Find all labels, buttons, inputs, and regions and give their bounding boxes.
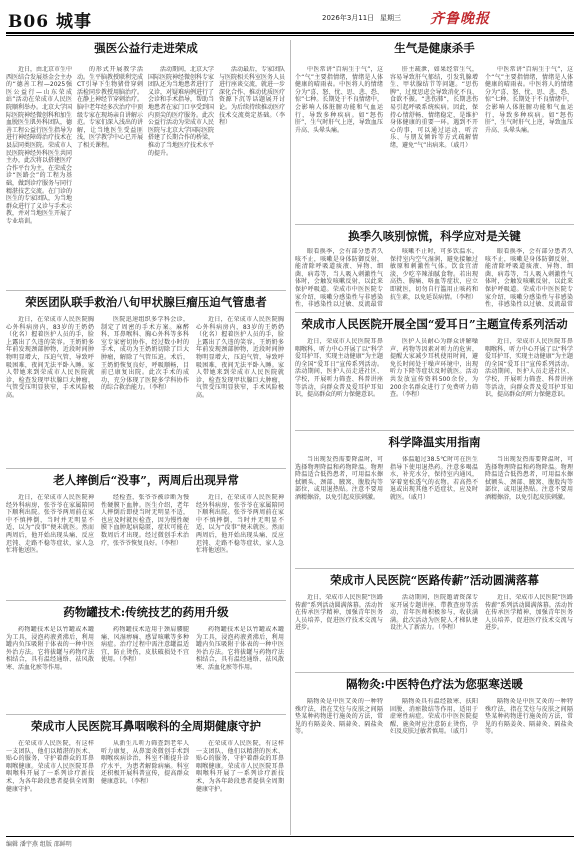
article-column: 当出现发热需要降温时，可选择物理降温和药物降温。物理降温适合低热患者，可用温水擦拭额头、颈部、腋窝、腹股沟等部位，或用退热贴。注意不要用酒精擦浴，以免引起皮肤刺激。 <box>485 456 573 501</box>
article-column: 活动最后，专家团队与医院相关科室医务人员进行座谈交流，就进一步深化合作、推动优质医疗资源下沉等话题展开讨论。为后续持续推动医疗技术交流奠定基础。（李程） <box>219 66 285 127</box>
article-column: 近日，荣成市人民医院“医路传薪”系列活动圆满落幕。活动旨在传承医学精神，加强青年医务人员培养，促进医疗技术交流与进步。 <box>485 594 573 632</box>
page-footer: 编辑 潘宇燕 组版 邵鲜明 <box>6 841 72 848</box>
article-moxibustion[interactable] <box>295 676 574 834</box>
article-ent-care[interactable] <box>6 718 286 834</box>
article-title: 荣医团队联手救治八旬甲状腺巨瘤压迫气管患者 <box>25 295 267 309</box>
issue-date: 2026年3月11日 <box>322 14 375 22</box>
article-title: 荣成市人民医院耳鼻咽喉科的全周期健康守护 <box>31 719 261 733</box>
article-title: 换季久咳别惊慌，科学应对是关键 <box>348 229 521 243</box>
article-strong-medical-charity[interactable] <box>6 40 286 288</box>
article-title: 科学降温实用指南 <box>388 435 481 449</box>
article-ear-day[interactable] <box>295 316 574 428</box>
article-divider <box>295 672 574 673</box>
article-column: 体温超过38.5℃时可在医生指导下使用退热药。注意多喝温水，补充水分，保持室内通风，穿着宽松透气的衣物。若高热不退或出现其他不适症状，应及时就医。（戚月） <box>390 456 478 501</box>
article-title: 药物罐技术:传统技艺的药用升级 <box>63 605 229 619</box>
article-divider <box>6 468 286 469</box>
article-cooling-guide[interactable] <box>295 434 574 566</box>
article-thyroid-tumor[interactable] <box>6 294 286 466</box>
article-medicine-cupping[interactable] <box>6 604 286 712</box>
article-divider <box>295 224 574 225</box>
article-column: 隔物灸是中医艾灸的一种特殊疗法，指在艾炷与皮肤之间隔垫某种药物进行施灸的方法，常见的有隔姜灸、隔蒜灸、隔盐灸等。 <box>295 698 383 736</box>
article-title: 生气是健康杀手 <box>394 41 475 55</box>
article-divider <box>295 430 574 431</box>
header-rule-thin <box>6 35 574 36</box>
section-title: B06 城事 <box>8 12 92 32</box>
article-column: 近日，在荣成市人民医院神经外科病房，张爷爷在家属陪同下顺利出院。张爷爷两周前在家中不慎摔倒，当时并无明显不适，以为“没事”便未就医。然而两周后，他开始出现头痛、反应迟钝、走路不稳等症状，家人急忙将他送医。 <box>196 494 284 555</box>
article-column: 近日，在荣成市人民医院神经外科病房，张爷爷在家属陪同下顺利出院。张爷爷两周前在家中不慎摔倒，当时并无明显不适，以为“没事”便未就医。然而两周后，他开始出现头痛、反应迟钝、走路不稳等症状，家人急忙将他送医。 <box>6 494 94 555</box>
article-medical-heritage[interactable] <box>295 572 574 670</box>
article-column: 在荣成市人民医院，有这样一支团队，他们以精湛的医术、贴心的服务，守护着群众的耳鼻咽喉健康。荣成市人民医院耳鼻咽喉科开展了一系列诊疗新技术，为各年龄段患者提供全周期健康守护。 <box>6 740 94 793</box>
article-column: 活动期间，医院邀请资深专家开展专题讲座、带教查房等活动，青年医师积极参与，收获满满。此次活动为医院人才梯队建设注入了新活力。（李程） <box>390 594 478 632</box>
article-column: 隔物灸是中医艾灸的一种特殊疗法，指在艾炷与皮肤之间隔垫某种药物进行施灸的方法，常见的有隔姜灸、隔蒜灸、隔盐灸等。 <box>485 698 573 736</box>
article-column: 近日，在荣成市人民医院胸心外科病房内，83岁的王奶奶（化名）握着医护人员的手，脸上露出了久违的笑容。王奶奶多年前发现颈部肿物，近段时间肿物明显增大，压迫气管，导致呼吸困难，夜间无法平卧入睡。家人带她来到荣成市人民医院就诊，检查发现甲状腺巨大肿瘤，气管受压明显狭窄，手术风险极高。 <box>6 316 94 399</box>
article-seasonal-cough[interactable] <box>295 228 574 310</box>
article-column: 近日，荣成市人民医院耳鼻咽喉科、听力中心开展了以“科学爱耳护耳，实现主动健康”为主题的全国“爱耳日”宣传系列活动。活动期间，医护人员走进社区、学校，开展听力筛查、科普讲座等活动，向群众普及爱耳护耳知识，提高群众的听力保健意识。 <box>295 338 383 399</box>
article-divider <box>6 714 286 715</box>
article-column: 眼看换季，会有部分患者久咳不止，咳嗽是身体防御反射，能清除呼吸道痰液、异物、细菌、病毒等，当人吸入刺激性气体时，会触发咳嗽反射，以此来保护呼吸道。荣成市中医医院专家介绍，咳嗽分感染性与非感染性，非感染性以过敏、反流最常 <box>295 248 383 308</box>
article-divider <box>6 600 286 601</box>
article-column: 肝主疏泄，如果经常生气，容易导致肝气郁结，引发乳腺增生、甲状腺结节等问题。“思伤脾”，过度思虑会导致消化不良、食欲不振。“悲伤肺”，长期悲伤易引起呼吸系统疾病。因此，保持心情舒畅、情绪稳定，是维护身体健康的重要一环。遇到不开心的事，可以通过运动、听音乐、与朋友倾诉等方式疏解情绪，避免“气”出病来。（戚月） <box>390 66 478 149</box>
article-column: 中医常讲“百病生于气”，这个“气”主要指情绪，情绪是人体健康的晴雨表。中医将人的情绪分为“喜、怒、忧、思、悲、恐、惊”七种。长期处于不良情绪中，会影响人体脏腑功能和气血运行，导致多种疾病。如“怒伤肝”，生气时肝气上逆，导致血压升高、头晕头痛。 <box>295 66 383 134</box>
article-anger-health[interactable] <box>295 40 574 222</box>
article-column: 的形式开展教学活动。生平脑教授联利完成CT引导下生物猪骨穿刺活检同步教授用脑治疗。在静上神经节穿刺治疗。脑中老年经多次治疗中顶级专家在现场亲自讲解示范。专家们深入浅出的讲解，让当地医生受益匪浅，医学教学中心已开展了相关课程。 <box>77 66 143 149</box>
article-divider <box>295 568 574 569</box>
article-column: 医护人员耐心为群众讲解噪声、药物等因素对听力的危害，提醒大家减少耳机使用时间，避免长时间处于噪声环境中，出现听力下降等症状及时就医。活动共发放宣传资料500余份，为200余名群众进行了免费听力筛查。（李程） <box>390 338 478 399</box>
article-divider <box>6 290 286 291</box>
article-column: 药物罐技术是以竹罐或木罐为工具，浸泡药液煮沸后，利用罐内负压吸附于体表的一种中医外治方法。它将拔罐与药物疗法相结合，具有温经通络、祛风散寒、活血化瘀等作用。 <box>196 626 284 671</box>
article-column: 隔物灸具有温经散寒、扶阳固脱、消瘀散结等作用，适用于虚寒性病症。荣成市中医医院提醒，施灸时应注意防止烫伤，孕妇及皮肤过敏者慎用。（戚月） <box>390 698 478 736</box>
page-header <box>0 0 580 32</box>
header-rule <box>6 32 574 34</box>
column-divider <box>290 40 291 835</box>
article-column: 经检查，张爷爷被诊断为慢性硬膜下血肿。医生介绍，老年人摔倒后即使当时无明显不适，也应及时就医检查，因为慢性硬膜下血肿起病隐匿，症状可能在数周后才出现。经过微创手术治疗，张爷爷恢复良好。（李程） <box>101 494 189 547</box>
issue-weekday: 星期三 <box>380 14 401 22</box>
article-title: 老人摔倒后“没事”，两周后出现异常 <box>53 473 239 487</box>
article-column: 近日，由北京市生中西医结合发展基金会主办的“德善工程—2025强医公益行—山东荣成站”活动在荣成市人民医院顺利举办。北京大学国际医院神经微创科和加生血脱医生肌外科团队，德善工程公益行医生指导为进行神经障碍治疗技术在县层同类医院。荣成市人民医院神经外科医生共同主办，此次将以搭建医疗合作平台为主，在荣成会诊“医路会”的工程为基础，做到诊疗服务与同行精湛技艺交流。在门诊的医生的专家团队，为当地群众进行了义诊与手术示教，并对当地医生开展了专业培训。 <box>6 66 72 225</box>
article-column: 在荣成市人民医院，有这样一支团队，他们以精湛的医术、贴心的服务，守护着群众的耳鼻咽喉健康。荣成市人民医院耳鼻咽喉科开展了一系列诊疗新技术，为各年龄段患者提供全周期健康守护。 <box>196 740 284 793</box>
article-column: 近日，荣成市人民医院“医路传薪”系列活动圆满落幕。活动旨在传承医学精神，加强青年医务人员培养，促进医疗技术交流与进步。 <box>295 594 383 632</box>
article-elderly-fall[interactable] <box>6 472 286 598</box>
article-divider <box>295 312 574 313</box>
article-column: 咳嗽不止时，可多饮温水，保持室内空气湿润，避免接触过敏原和刺激性气体。饮食宜清淡，少吃辛辣油腻食物。若出现高热、胸痛、咯血等症状，应立即就医，切勿自行滥用止咳药和抗生素，以免延误病情。（李程） <box>390 248 478 301</box>
article-column: 近日，荣成市人民医院耳鼻咽喉科、听力中心开展了以“科学爱耳护耳，实现主动健康”为主题的全国“爱耳日”宣传系列活动。活动期间，医护人员走进社区、学校，开展听力筛查、科普讲座等活动，向群众普及爱耳护耳知识，提高群众的听力保健意识。 <box>485 338 573 399</box>
article-title: 强医公益行走进荣成 <box>94 41 198 55</box>
article-column: 从新生儿听力筛查到老年人听力康复，从鼻窦炎微创手术到咽喉疾病诊治，科室不断提升诊疗水平，为患者解除病痛。科室还积极开展科普宣传，提高群众健康意识。（李程） <box>101 740 189 785</box>
article-title: 隔物灸:中医特色疗法为您驱寒送暖 <box>346 677 523 691</box>
article-title: 荣成市人民医院开展全国“爱耳日”主题宣传系列活动 <box>301 317 568 331</box>
article-column: 中医常讲“百病生于气”，这个“气”主要指情绪，情绪是人体健康的晴雨表。中医将人的情绪分为“喜、怒、忧、思、悲、恐、惊”七种。长期处于不良情绪中，会影响人体脏腑功能和气血运行，导致多种疾病。如“怒伤肝”，生气时肝气上逆，导致血压升高、头晕头痛。 <box>485 66 573 134</box>
footer-rule <box>6 836 574 837</box>
newspaper-logo: 齐鲁晚报 <box>430 11 490 27</box>
article-column: 近日，在荣成市人民医院胸心外科病房内，83岁的王奶奶（化名）握着医护人员的手，脸上露出了久违的笑容。王奶奶多年前发现颈部肿物，近段时间肿物明显增大，压迫气管，导致呼吸困难，夜间无法平卧入睡。家人带她来到荣成市人民医院就诊，检查发现甲状腺巨大肿瘤，气管受压明显狭窄，手术风险极高。 <box>196 316 284 399</box>
article-title: 荣成市人民医院“医路传薪”活动圆满落幕 <box>330 573 539 587</box>
article-column: 医院迅速组织多学科会诊，制定了周密的手术方案。麻醉科、耳鼻喉科、胸心外科等多科室专家密切协作，经过数小时的手术，成功为王奶奶切除了巨大肿瘤，解除了气管压迫。术后，王奶奶恢复良好，呼吸顺畅，目前已康复出院。此次手术的成功，充分体现了医院多学科协作的综合救治能力。（李程） <box>101 316 189 392</box>
article-column: 药物罐技术是以竹罐或木罐为工具，浸泡药液煮沸后，利用罐内负压吸附于体表的一种中医外治方法。它将拔罐与药物疗法相结合，具有温经通络、祛风散寒、活血化瘀等作用。 <box>6 626 94 671</box>
article-column: 当出现发热需要降温时，可选择物理降温和药物降温。物理降温适合低热患者，可用温水擦拭额头、颈部、腋窝、腹股沟等部位，或用退热贴。注意不要用酒精擦浴，以免引起皮肤刺激。 <box>295 456 383 501</box>
article-column: 活动期间，北京大学国际医院神经微创科专家团队还为当地患者进行了义诊，对疑难病例进行了会诊和手术指导，帮助当地患者在家门口享受到国内顶尖的医疗服务。此次公益行活动为荣成市人民医院与北京大学国际医院搭建了长期合作的桥梁，推动了当地医疗技术水平的提升。 <box>148 66 214 157</box>
article-column: 眼看换季，会有部分患者久咳不止，咳嗽是身体防御反射，能清除呼吸道痰液、异物、细菌、病毒等，当人吸入刺激性气体时，会触发咳嗽反射，以此来保护呼吸道。荣成市中医医院专家介绍，咳嗽分感染性与非感染性，非感染性以过敏、反流最常 <box>485 248 573 308</box>
article-column: 药物罐技术适用于颈肩腰腿痛、风湿痹痛、感冒咳嗽等多种病症。治疗过程中需注意罐温适宜，防止烫伤，皮肤破损处不宜使用。（李程） <box>101 626 189 664</box>
